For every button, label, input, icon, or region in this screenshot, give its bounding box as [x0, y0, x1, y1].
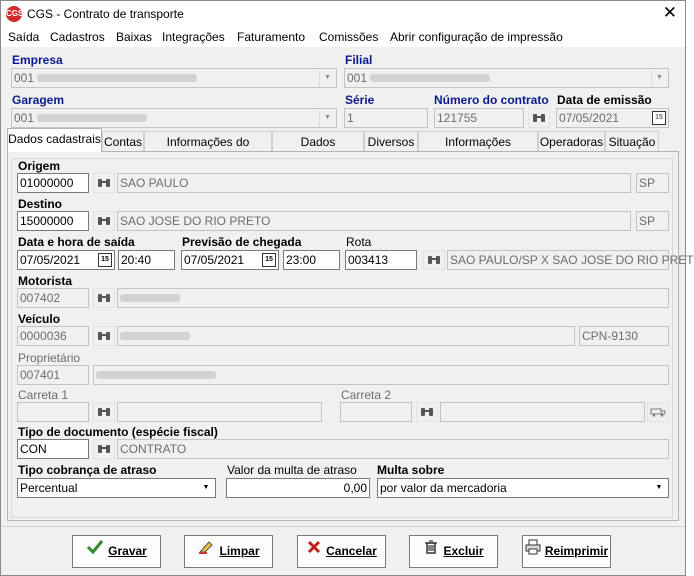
- tab-dados-cadastrais[interactable]: Dados cadastrais: [7, 128, 102, 152]
- footer-separator: [1, 526, 685, 527]
- cobranca-label: Tipo cobrança de atraso: [18, 463, 157, 477]
- carreta1-desc-field: [117, 402, 322, 422]
- tab-operadoras[interactable]: Operadoras: [538, 131, 605, 151]
- carreta2-search-button[interactable]: [416, 402, 438, 422]
- calendar-icon[interactable]: 15: [652, 111, 666, 125]
- printer-icon: [525, 536, 541, 567]
- close-button[interactable]: ✕: [662, 3, 677, 22]
- motorista-name-field: [117, 288, 669, 308]
- veiculo-placa-field: CPN-9130: [579, 326, 669, 346]
- carreta2-label: Carreta 2: [341, 388, 392, 402]
- multa-valor-input[interactable]: 0,00: [226, 478, 370, 498]
- chegada-date-input[interactable]: 07/05/2021 15: [181, 250, 279, 270]
- cancel-x-icon: [306, 536, 322, 567]
- filial-label: Filial: [345, 53, 373, 67]
- trash-icon: [423, 536, 439, 567]
- carreta2-desc-field: [440, 402, 645, 422]
- chegada-label: Previsão de chegada: [182, 235, 302, 249]
- menu-bar: [1, 27, 685, 47]
- menu-abrir-config-impressao[interactable]: Abrir configuração de impressão: [390, 30, 563, 44]
- tipodoc-search-button[interactable]: [93, 439, 115, 459]
- multa-valor-label: Valor da multa de atraso: [227, 463, 357, 477]
- truck-icon: [650, 407, 666, 417]
- menu-cadastros[interactable]: Cadastros: [50, 30, 105, 44]
- rota-desc-field: SAO PAULO/SP X SAO JOSE DO RIO PRET: [447, 250, 669, 270]
- binoculars-icon: [532, 113, 546, 123]
- calendar-icon[interactable]: 15: [262, 253, 276, 267]
- tab-dados-bancarios[interactable]: Dados: [272, 131, 364, 151]
- tipodoc-label: Tipo de documento (espécie fiscal): [18, 425, 218, 439]
- data-emissao-label: Data de emissão: [557, 93, 652, 107]
- motorista-code-field[interactable]: 007402: [17, 288, 89, 308]
- proprietario-label: Proprietário: [18, 351, 81, 365]
- destino-city-field: SAO JOSE DO RIO PRETO: [117, 211, 631, 231]
- binoculars-icon: [97, 407, 111, 417]
- tab-situacao[interactable]: Situação: [605, 131, 659, 151]
- tab-diversos[interactable]: Diversos: [364, 131, 418, 151]
- numero-contrato-label: Número do contrato: [434, 93, 549, 107]
- trailer-button[interactable]: [647, 402, 669, 422]
- chevron-down-icon: ▼: [655, 484, 663, 491]
- numero-contrato-search-button[interactable]: [528, 108, 550, 128]
- rota-code-input[interactable]: 003413: [345, 250, 417, 270]
- eraser-icon: [197, 536, 215, 567]
- window-title: CGS - Contrato de transporte: [27, 7, 184, 21]
- excluir-button[interactable]: [409, 535, 498, 568]
- carreta1-code-field[interactable]: [17, 402, 89, 422]
- binoculars-icon: [97, 331, 111, 341]
- binoculars-icon: [97, 293, 111, 303]
- carreta2-code-field[interactable]: [340, 402, 412, 422]
- title-bar: [1, 1, 685, 27]
- checkmark-icon: [86, 536, 104, 567]
- menu-saida[interactable]: Saída: [8, 30, 40, 44]
- binoculars-icon: [427, 255, 441, 265]
- veiculo-desc-field: [117, 326, 575, 346]
- tab-informacoes-adicionais[interactable]: Informações: [418, 131, 538, 151]
- motorista-search-button[interactable]: [93, 288, 115, 308]
- origem-search-button[interactable]: [93, 173, 115, 193]
- saida-date-input[interactable]: 07/05/2021 15: [17, 250, 115, 270]
- tipodoc-code-input[interactable]: CON: [17, 439, 89, 459]
- menu-baixas[interactable]: Baixas: [116, 30, 153, 44]
- cobranca-select[interactable]: Percentual ▼: [17, 478, 216, 498]
- origem-uf-field: SP: [636, 173, 669, 193]
- data-emissao-field[interactable]: 07/05/2021 15: [556, 108, 669, 128]
- excluir-label: Excluir: [443, 544, 484, 558]
- rota-search-button[interactable]: [423, 250, 445, 270]
- garagem-label: Garagem: [12, 93, 65, 107]
- tipodoc-desc-field: CONTRATO: [117, 439, 669, 459]
- empresa-label: Empresa: [12, 53, 63, 67]
- cancelar-label: Cancelar: [326, 544, 377, 558]
- proprietario-name-field: [93, 365, 669, 385]
- veiculo-code-field[interactable]: 0000036: [17, 326, 89, 346]
- reimprimir-button[interactable]: [522, 535, 611, 568]
- binoculars-icon: [97, 216, 111, 226]
- menu-comissoes[interactable]: Comissões: [319, 30, 379, 44]
- multa-sobre-label: Multa sobre: [377, 463, 445, 477]
- binoculars-icon: [97, 178, 111, 188]
- destino-label: Destino: [18, 197, 63, 211]
- chevron-down-icon: ▼: [319, 70, 335, 86]
- numero-contrato-field[interactable]: 121755: [434, 108, 524, 128]
- binoculars-icon: [420, 407, 434, 417]
- destino-search-button[interactable]: [93, 211, 115, 231]
- multa-sobre-select[interactable]: por valor da mercadoria ▼: [377, 478, 669, 498]
- menu-integracoes[interactable]: Integrações: [162, 30, 225, 44]
- menu-faturamento[interactable]: Faturamento: [237, 30, 306, 44]
- destino-code-input[interactable]: 15000000: [17, 211, 89, 231]
- garagem-select[interactable]: 001 ▼: [11, 108, 337, 128]
- origem-code-input[interactable]: 01000000: [17, 173, 89, 193]
- cancelar-button[interactable]: [297, 535, 386, 568]
- destino-uf-field: SP: [636, 211, 669, 231]
- serie-label: Série: [345, 93, 375, 107]
- limpar-button[interactable]: [184, 535, 273, 568]
- calendar-icon[interactable]: 15: [98, 253, 112, 267]
- carreta1-label: Carreta 1: [18, 388, 69, 402]
- app-logo-icon: CGS: [6, 6, 22, 22]
- limpar-label: Limpar: [219, 544, 260, 558]
- binoculars-icon: [97, 444, 111, 454]
- carreta1-search-button[interactable]: [93, 402, 115, 422]
- gravar-label: Gravar: [108, 544, 147, 558]
- chegada-time-input[interactable]: 23:00: [283, 250, 340, 270]
- veiculo-label: Veículo: [18, 312, 61, 326]
- chevron-down-icon: ▼: [651, 70, 667, 86]
- origem-city-field: SAO PAULO: [117, 173, 631, 193]
- tab-informacoes-contrato[interactable]: Informações do: [144, 131, 272, 151]
- chevron-down-icon: ▼: [319, 110, 335, 126]
- saida-label: Data e hora de saída: [18, 235, 135, 249]
- proprietario-code-field: 007401: [17, 365, 89, 385]
- empresa-select[interactable]: 001 ▼: [11, 68, 337, 88]
- chevron-down-icon: ▼: [202, 484, 210, 491]
- tab-contas[interactable]: Contas: [102, 131, 144, 151]
- origem-label: Origem: [18, 159, 61, 173]
- rota-label: Rota: [346, 235, 372, 249]
- reimprimir-label: Reimprimir: [544, 544, 609, 558]
- saida-time-input[interactable]: 20:40: [118, 250, 175, 270]
- veiculo-search-button[interactable]: [93, 326, 115, 346]
- filial-select[interactable]: 001 ▼: [344, 68, 669, 88]
- gravar-button[interactable]: [72, 535, 161, 568]
- serie-field[interactable]: 1: [344, 108, 428, 128]
- motorista-label: Motorista: [18, 274, 72, 288]
